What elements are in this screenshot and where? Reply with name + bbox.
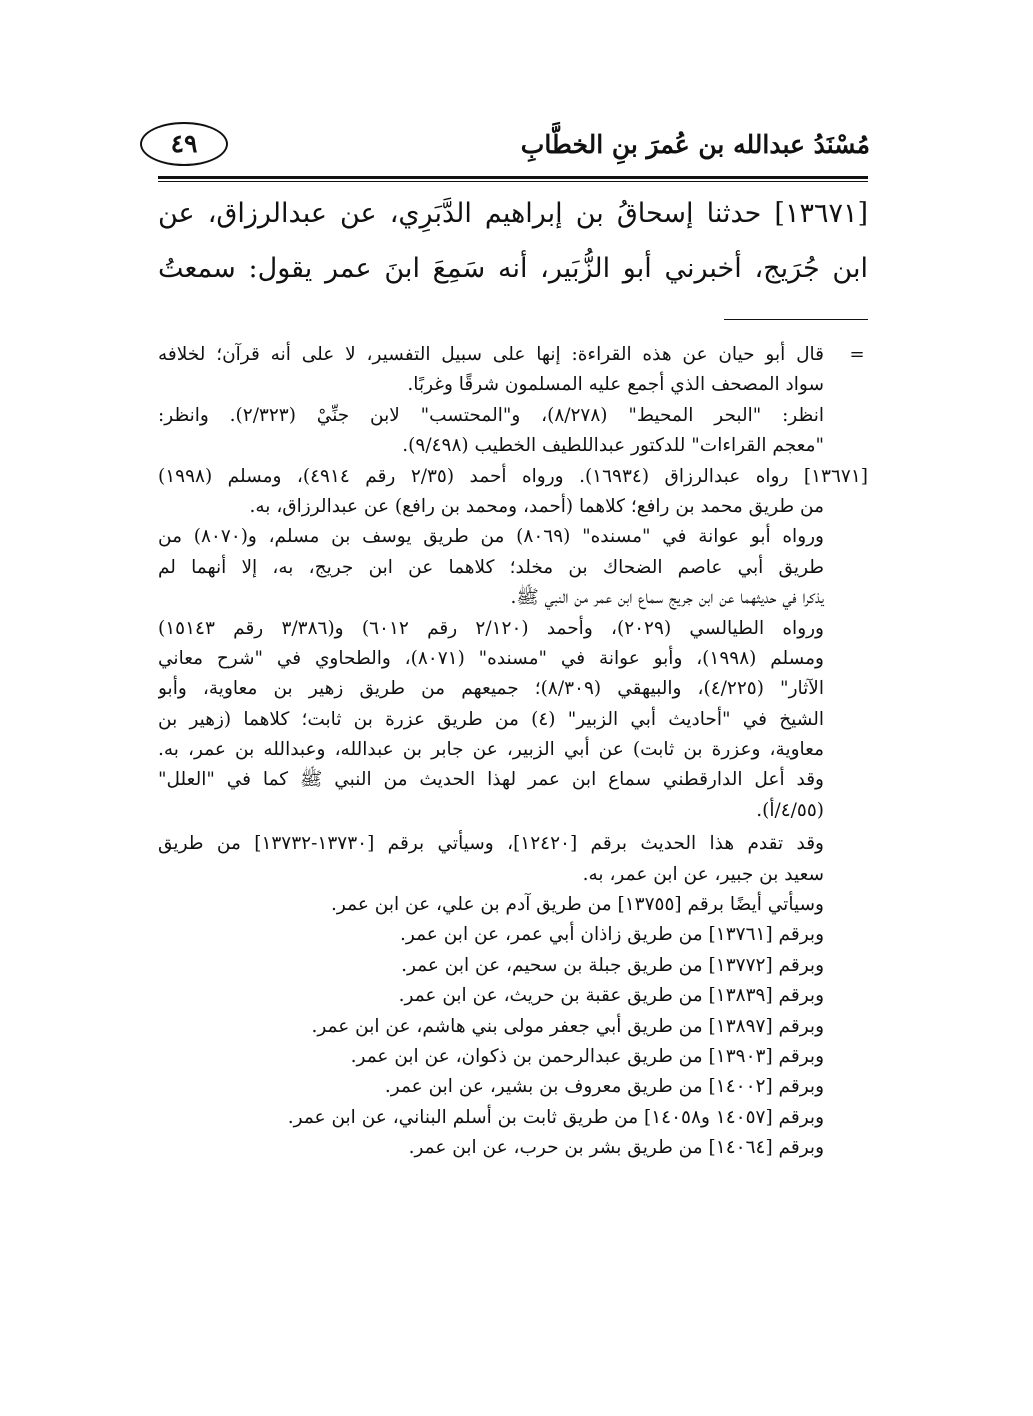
footnote-line: وقد تقدم هذا الحديث برقم [١٢٤٢٠]، وسيأتي برقم [١٣٧٣٠-١٣٧٣٢] من طريق bbox=[158, 833, 824, 855]
continuation-mark: = bbox=[849, 344, 865, 365]
footnote-line: يذكرا في حديثهما عن ابن جريج سماع ابن عمر من النبي ﷺ. bbox=[510, 587, 824, 609]
footnote-separator bbox=[724, 319, 868, 320]
main-text-line: [١٣٦٧١] حدثنا إسحاقُ بن إبراهيم الدَّبَرِي، عن عبدالرزاق، عن bbox=[158, 198, 868, 229]
footnote-line: سعيد بن جبير، عن ابن عمر، به. bbox=[582, 863, 824, 885]
footnote-line: وبرقم [١٤٠٥٧ و١٤٠٥٨] من طريق ثابت بن أسلم البناني، عن ابن عمر. bbox=[287, 1106, 824, 1128]
footnote-line: وبرقم [١٤٠٠٢] من طريق معروف بن بشير، عن ابن عمر. bbox=[384, 1076, 824, 1098]
header-rule-thin bbox=[158, 181, 868, 182]
footnote-line: الآثار" (٤/٢٢٥)، والبيهقي (٨/٣٠٩)؛ جميعهم من طريق زهير بن معاوية، وأبو bbox=[158, 678, 824, 700]
main-text-line: ابن جُرَيج، أخبرني أبو الزُّبَير، أنه سَمِعَ ابنَ عمر يقول: سمعتُ bbox=[158, 253, 868, 284]
footnote-line: وبرقم [١٣٧٧٢] من طريق جبلة بن سحيم، عن ابن عمر. bbox=[401, 954, 824, 976]
footnote-line: ورواه أبو عوانة في "مسنده" (٨٠٦٩) من طريق يوسف بن مسلم، و(٨٠٧٠) من bbox=[158, 526, 824, 548]
footnote-line: وبرقم [١٣٩٠٣] من طريق عبدالرحمن بن ذكوان، عن ابن عمر. bbox=[350, 1045, 824, 1067]
footnote-line: وبرقم [١٤٠٦٤] من طريق بشر بن حرب، عن ابن عمر. bbox=[408, 1137, 824, 1159]
footnote-line: ومسلم (١٩٩٨)، وأبو عوانة في "مسنده" (٨٠٧١)، والطحاوي في "شرح معاني bbox=[158, 647, 824, 669]
main-text bbox=[158, 186, 868, 296]
footnote-line: "معجم القراءات" للدكتور عبداللطيف الخطيب (٩/٤٩٨). bbox=[402, 435, 824, 457]
footnote-line: قال أبو حيان عن هذه القراءة: إنها على سبيل التفسير، لا على أنه قرآن؛ لخلافه bbox=[158, 344, 824, 365]
footnote-line: [١٣٦٧١] رواه عبدالرزاق (١٦٩٣٤). ورواه أحمد (٢/٣٥ رقم ٤٩١٤)، ومسلم (١٩٩٨) bbox=[158, 465, 868, 487]
footnote-line: وبرقم [١٣٨٩٧] من طريق أبي جعفر مولى بني هاشم، عن ابن عمر. bbox=[311, 1015, 824, 1037]
footnote-line: ورواه الطيالسي (٢٠٢٩)، وأحمد (٢/١٢٠ رقم ٦٠١٢) و(٣/٣٨٦ رقم ١٥١٤٣) bbox=[158, 617, 824, 639]
footnote-line: من طريق محمد بن رافع؛ كلاهما (أحمد، ومحمد بن رافع) عن عبدالرزاق، به. bbox=[249, 495, 824, 517]
page-header bbox=[140, 118, 880, 170]
footnote-line: انظر: "البحر المحيط" (٨/٢٧٨)، و"المحتسب" لابن جنِّيْ (٢/٣٢٣). وانظر: bbox=[158, 404, 824, 426]
footnote-line: وبرقم [١٣٨٣٩] من طريق عقبة بن حريث، عن ابن عمر. bbox=[398, 985, 824, 1007]
running-title: مُسْنَدُ عبدالله بن عُمرَ بنِ الخطَّابِ bbox=[520, 130, 870, 159]
footnote-line: وبرقم [١٣٧٦١] من طريق زاذان أبي عمر، عن ابن عمر. bbox=[400, 924, 824, 946]
footnote-line: (٤/٥٥/أ). bbox=[756, 799, 824, 821]
footnote-line: وسيأتي أيضًا برقم [١٣٧٥٥] من طريق آدم بن علي، عن ابن عمر. bbox=[331, 894, 824, 916]
header-rule-thick bbox=[158, 176, 868, 179]
footnote-line: وقد أعل الدارقطني سماع ابن عمر لهذا الحديث من النبي ﷺ كما في "العلل" bbox=[158, 769, 824, 791]
page-number: ٤٩ bbox=[140, 122, 228, 166]
footnote-line: سواد المصحف الذي أجمع عليه المسلمون شرقًا وغربًا. bbox=[407, 374, 824, 396]
footnote-line: معاوية، وعزرة بن ثابت) عن أبي الزبير، عن جابر بن عبدالله، وعبدالله بن عمر، به. bbox=[158, 739, 824, 761]
footnote-line: طريق أبي عاصم الضحاك بن مخلد؛ كلاهما عن ابن جريج، به، إلا أنهما لم bbox=[158, 556, 824, 578]
footnote-line: الشيخ في "أحاديث أبي الزبير" (٤) من طريق عزرة بن ثابت؛ كلاهما (زهير بن bbox=[158, 708, 824, 730]
footnotes bbox=[158, 340, 868, 1164]
